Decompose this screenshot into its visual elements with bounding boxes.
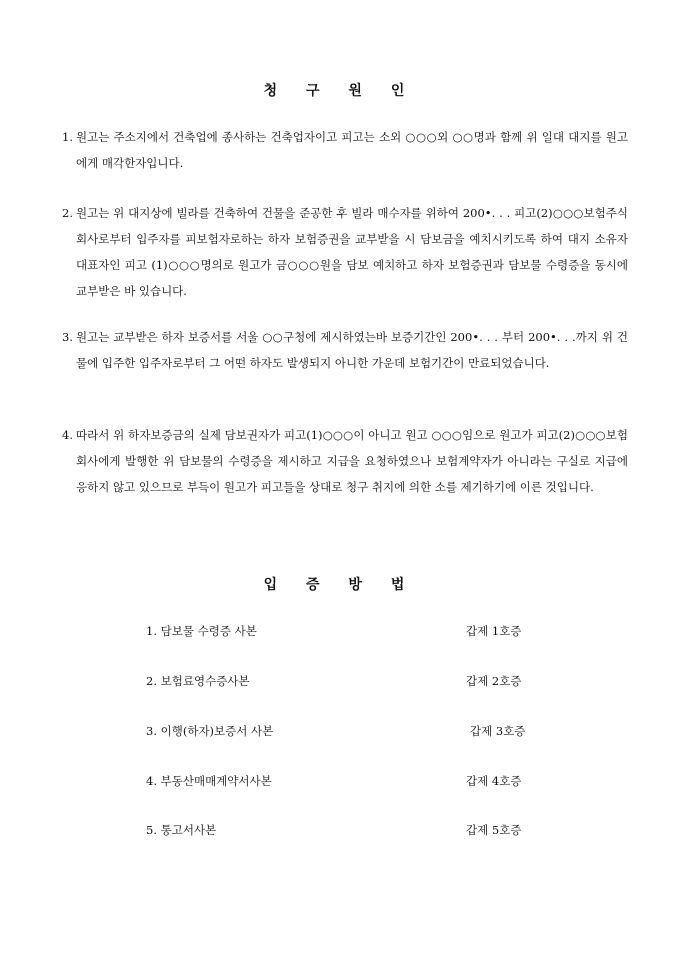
claim-section-title: 청 구 원 인 (263, 83, 417, 99)
evidence-label: 2. 보험료영수증사본 (146, 674, 250, 688)
evidence-code: 갑제 3호증 (470, 724, 526, 738)
evidence-code: 갑제 5호증 (466, 823, 522, 837)
paragraph-text: 원고는 주소지에서 건축업에 종사하는 건축업자이고 피고는 소외 ○○○외 ○○명과 함께 위 일대 대지를 원고에게 매각한자입니다. (76, 130, 628, 170)
evidence-label: 1. 담보물 수령증 사본 (146, 624, 257, 638)
evidence-code: 갑제 2호증 (466, 674, 522, 688)
evidence-label: 4. 부동산매매계약서사본 (146, 774, 272, 788)
paragraph-text: 원고는 교부받은 하자 보증서를 서울 ○○구청에 제시하였는바 보증기간인 200•. . . 부터 200•. . .까지 위 건물에 입주한 입주자로부터 그 어떤 하자도 발생되지 아니한 가운데 보험기간이 만료되었습니다. (76, 330, 628, 370)
paragraph-number: 2. (62, 206, 73, 220)
evidence-section-title: 입 증 방 법 (263, 577, 417, 593)
claim-paragraph-3 (62, 324, 628, 376)
claim-paragraph-4 (62, 422, 628, 500)
paragraph-number: 4. (62, 428, 73, 442)
claim-paragraph-2 (62, 200, 628, 304)
evidence-code: 갑제 4호증 (466, 774, 522, 788)
evidence-label: 5. 통고서사본 (146, 823, 217, 837)
evidence-label: 3. 이행(하자)보증서 사본 (146, 724, 274, 738)
paragraph-text: 원고는 위 대지상에 빌라를 건축하여 건물을 준공한 후 빌라 매수자를 위하여 200•. . . 피고(2)○○○보험주식회사로부터 입주자를 피보험자로하는 하자 보험증권을 교부받을 시 담보금을 예치시키도록 하여 대지 소유자 대표자인 피고 (1)○○○명의로 원고가 금○○○원을 담보 예치하고 하자 보험증권과 담보물 수령증을 동시에 교부받은 바 있습니다. (76, 206, 628, 298)
paragraph-text: 따라서 위 하자보증금의 실제 담보권자가 피고(1)○○○이 아니고 원고 ○○○임으로 원고가 피고(2)○○○보험회사에게 발행한 위 담보물의 수령증을 제시하고 지급을 요청하였으나 보험계약자가 아니라는 구실로 지급에 응하지 않고 있으므로 부득이 원고가 피고들을 상대로 청구 취지에 의한 소를 제기하기에 이른 것입니다. (76, 428, 628, 494)
paragraph-number: 3. (62, 330, 73, 344)
evidence-code: 갑제 1호증 (466, 624, 522, 638)
claim-paragraph-1 (62, 124, 628, 176)
paragraph-number: 1. (62, 130, 73, 144)
